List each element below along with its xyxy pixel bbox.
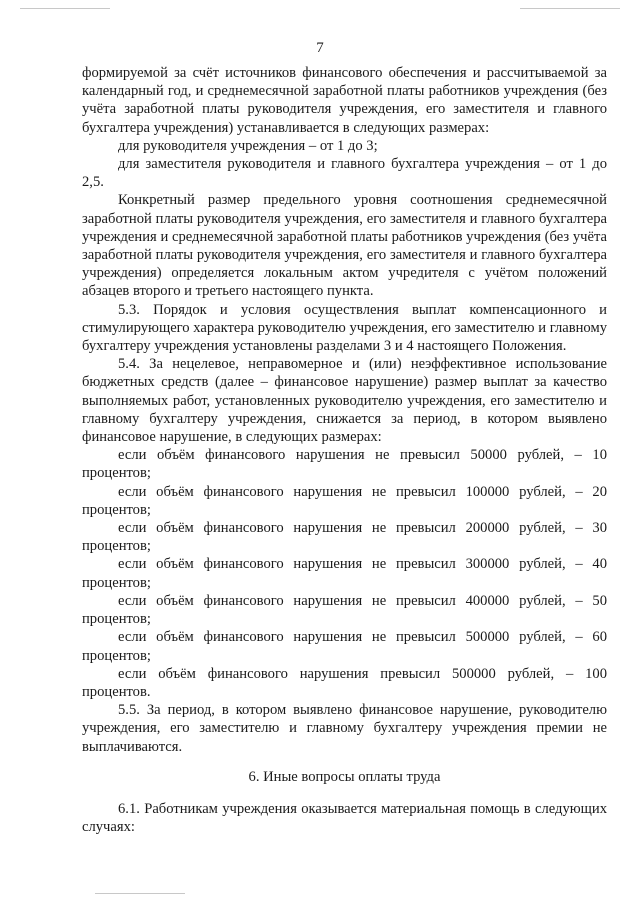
page-number: 7 <box>316 40 324 56</box>
ratio-deputy: для заместителя руководителя и главного бухгалтера учреждения – от 1 до 2,5. <box>82 156 607 191</box>
reduction-item: если объём финансового нарушения не превысил 300000 рублей, – 40 процентов; <box>82 556 607 591</box>
reduction-item: если объём финансового нарушения не превысил 100000 рублей, – 20 процентов; <box>82 483 607 518</box>
paragraph-5-3: 5.3. Порядок и условия осуществления выплат компенсационного и стимулирующего характера руководителю учреждения, его заместителю и главному бухгалтеру учреждения установлены разделами 3 и 4 настоящего Положения. <box>82 301 607 355</box>
reduction-item: если объём финансового нарушения не превысил 400000 рублей, – 50 процентов; <box>82 592 607 628</box>
paragraph-6-1: 6.1. Работникам учреждения оказывается материальная помощь в следующих случаях: <box>82 800 607 836</box>
ratio-director: для руководителя учреждения – от 1 до 3; <box>118 137 378 154</box>
section-heading: 6. Иные вопросы оплаты труда <box>248 768 441 785</box>
document-body <box>82 64 607 836</box>
reduction-item: если объём финансового нарушения не превысил 500000 рублей, – 60 процентов; <box>82 629 607 664</box>
scan-edge-top <box>20 8 110 9</box>
reduction-item: если объём финансового нарушения не превысил 200000 рублей, – 30 процентов; <box>82 520 607 555</box>
paragraph-specific-size: Конкретный размер предельного уровня соотношения среднемесячной заработной платы руководителя учреждения, его заместителя и главного бухгалтера учреждения и среднемесячной заработной платы работников учреждения (без учёта заработной платы руководителя учреждения, его заместителя и главного бухгалтера учреждения) определяется локальным актом учредителя с учётом положений абзацев второго и третьего настоящего пункта. <box>82 192 607 300</box>
paragraph-5-5: 5.5. За период, в котором выявлено финансовое нарушение, руководителю учреждения, его заместителю и главному бухгалтеру учреждения премии не выплачиваются. <box>82 702 607 755</box>
reduction-item: если объём финансового нарушения превысил 500000 рублей, – 100 процентов. <box>82 665 607 700</box>
paragraph-5-4: 5.4. За нецелевое, неправомерное и (или) неэффективное использование бюджетных средств (далее – финансовое нарушение) размер выплат за качество выполняемых работ, установленных руководителю учреждения, его заместителю и главному бухгалтеру учреждения, снижается за период, в котором выявлено финансовое нарушение, в следующих размерах: <box>82 356 607 446</box>
scan-edge-bottom <box>95 893 185 894</box>
paragraph-size-intro: формируемой за счёт источников финансового обеспечения и рассчитываемой за календарный год, и среднемесячной заработной платы работников учреждения (без учёта заработной платы руководителя учреждения, его заместителя и главного бухгалтера учреждения) устанавливается в следующих размерах: <box>82 65 607 136</box>
scan-edge-top-right <box>520 8 620 9</box>
reduction-item: если объём финансового нарушения не превысил 50000 рублей, – 10 процентов; <box>82 447 607 482</box>
